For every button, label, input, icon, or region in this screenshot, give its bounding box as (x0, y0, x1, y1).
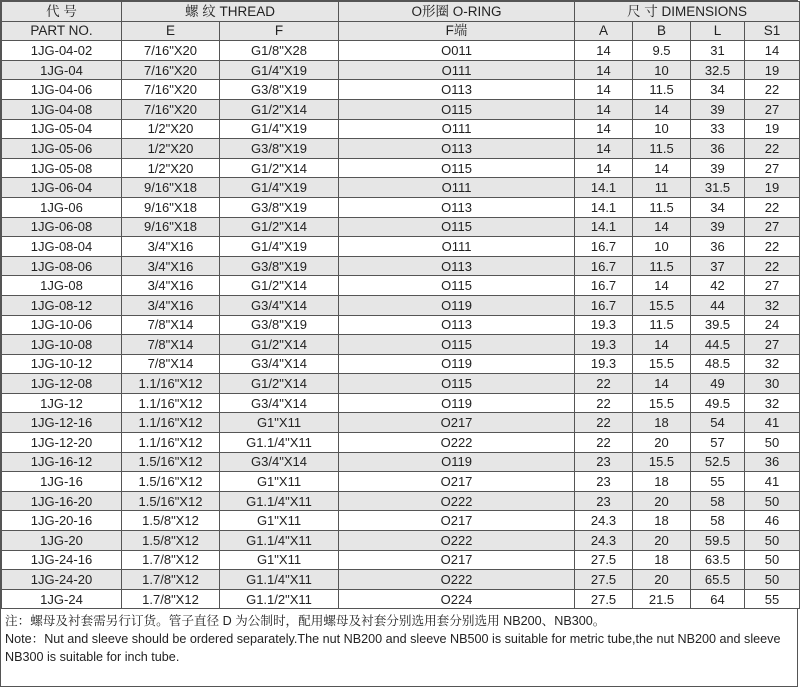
cell-part-no: 1JG-10-12 (2, 354, 122, 374)
cell-dim-s1: 32 (745, 295, 800, 315)
cell-dim-b: 15.5 (633, 295, 691, 315)
cell-thread-f: G3/4"X14 (220, 393, 339, 413)
cell-dim-a: 14 (575, 41, 633, 61)
cell-dim-l: 39 (691, 217, 745, 237)
table-row (2, 80, 800, 100)
header-f: F (220, 21, 339, 41)
cell-oring-f-end: O119 (339, 452, 575, 472)
cell-dim-s1: 50 (745, 531, 800, 551)
cell-thread-e: 1/2"X20 (122, 119, 220, 139)
cell-thread-f: G1/2"X14 (220, 276, 339, 296)
cell-dim-s1: 27 (745, 158, 800, 178)
cell-dim-b: 18 (633, 550, 691, 570)
cell-part-no: 1JG-06-04 (2, 178, 122, 198)
cell-thread-e: 1.1/16"X12 (122, 393, 220, 413)
cell-dim-a: 27.5 (575, 589, 633, 609)
cell-dim-b: 20 (633, 570, 691, 590)
table-row (2, 99, 800, 119)
cell-dim-a: 14 (575, 139, 633, 159)
cell-dim-l: 65.5 (691, 570, 745, 590)
table-row (2, 413, 800, 433)
cell-dim-s1: 41 (745, 413, 800, 433)
cell-oring-f-end: O115 (339, 374, 575, 394)
cell-dim-a: 14 (575, 80, 633, 100)
cell-thread-f: G1/2"X14 (220, 99, 339, 119)
cell-dim-b: 11.5 (633, 197, 691, 217)
cell-part-no: 1JG-12 (2, 393, 122, 413)
cell-dim-l: 49.5 (691, 393, 745, 413)
cell-oring-f-end: O113 (339, 256, 575, 276)
table-row (2, 197, 800, 217)
cell-part-no: 1JG-04-06 (2, 80, 122, 100)
cell-thread-e: 1.5/8"X12 (122, 511, 220, 531)
cell-dim-b: 9.5 (633, 41, 691, 61)
header-part-no: PART NO. (2, 21, 122, 41)
cell-dim-a: 16.7 (575, 276, 633, 296)
cell-oring-f-end: O113 (339, 197, 575, 217)
cell-thread-e: 7/8"X14 (122, 315, 220, 335)
cell-dim-a: 27.5 (575, 550, 633, 570)
cell-thread-f: G1/2"X14 (220, 217, 339, 237)
cell-oring-f-end: O111 (339, 119, 575, 139)
cell-thread-e: 1.7/8"X12 (122, 589, 220, 609)
cell-dim-l: 37 (691, 256, 745, 276)
cell-dim-s1: 22 (745, 237, 800, 257)
cell-dim-b: 15.5 (633, 452, 691, 472)
cell-part-no: 1JG-16-12 (2, 452, 122, 472)
cell-oring-f-end: O119 (339, 354, 575, 374)
cell-dim-a: 14.1 (575, 217, 633, 237)
cell-dim-s1: 55 (745, 589, 800, 609)
cell-dim-s1: 24 (745, 315, 800, 335)
cell-oring-f-end: O217 (339, 511, 575, 531)
cell-thread-f: G3/8"X19 (220, 315, 339, 335)
cell-thread-f: G1.1/4"X11 (220, 531, 339, 551)
cell-dim-s1: 19 (745, 119, 800, 139)
cell-thread-f: G1/4"X19 (220, 119, 339, 139)
cell-dim-b: 11.5 (633, 80, 691, 100)
cell-part-no: 1JG-08-12 (2, 295, 122, 315)
cell-dim-b: 15.5 (633, 393, 691, 413)
cell-dim-a: 19.3 (575, 335, 633, 355)
cell-part-no: 1JG-16 (2, 472, 122, 492)
header-s1: S1 (745, 21, 800, 41)
cell-thread-f: G1"X11 (220, 550, 339, 570)
table-row (2, 472, 800, 492)
cell-dim-b: 18 (633, 511, 691, 531)
cell-dim-a: 14.1 (575, 197, 633, 217)
cell-dim-b: 15.5 (633, 354, 691, 374)
cell-thread-e: 7/16"X20 (122, 99, 220, 119)
cell-dim-a: 14 (575, 158, 633, 178)
cell-dim-a: 22 (575, 393, 633, 413)
cell-part-no: 1JG-16-20 (2, 491, 122, 511)
cell-dim-l: 55 (691, 472, 745, 492)
cell-thread-f: G1.1/4"X11 (220, 491, 339, 511)
table-header (2, 2, 800, 41)
cell-thread-e: 3/4"X16 (122, 256, 220, 276)
cell-part-no: 1JG-08 (2, 276, 122, 296)
cell-dim-s1: 41 (745, 472, 800, 492)
cell-dim-s1: 22 (745, 80, 800, 100)
cell-part-no: 1JG-24 (2, 589, 122, 609)
cell-oring-f-end: O111 (339, 237, 575, 257)
header-l: L (691, 21, 745, 41)
cell-thread-f: G3/4"X14 (220, 354, 339, 374)
cell-dim-s1: 46 (745, 511, 800, 531)
cell-dim-l: 52.5 (691, 452, 745, 472)
header-code-cn: 代 号 (2, 2, 122, 22)
table-row (2, 178, 800, 198)
cell-thread-f: G1/2"X14 (220, 158, 339, 178)
cell-thread-e: 1.5/16"X12 (122, 472, 220, 492)
cell-dim-s1: 22 (745, 139, 800, 159)
cell-dim-l: 39 (691, 158, 745, 178)
cell-dim-s1: 22 (745, 256, 800, 276)
cell-dim-l: 34 (691, 197, 745, 217)
cell-thread-e: 3/4"X16 (122, 295, 220, 315)
cell-dim-b: 14 (633, 335, 691, 355)
header-a: A (575, 21, 633, 41)
header-f-end: F端 (339, 21, 575, 41)
cell-dim-a: 23 (575, 452, 633, 472)
cell-dim-s1: 19 (745, 178, 800, 198)
cell-part-no: 1JG-05-04 (2, 119, 122, 139)
cell-thread-e: 1.5/16"X12 (122, 491, 220, 511)
table-row (2, 550, 800, 570)
cell-oring-f-end: O222 (339, 531, 575, 551)
cell-thread-e: 7/8"X14 (122, 335, 220, 355)
cell-part-no: 1JG-12-08 (2, 374, 122, 394)
table-row (2, 491, 800, 511)
cell-dim-s1: 22 (745, 197, 800, 217)
cell-oring-f-end: O113 (339, 139, 575, 159)
cell-thread-e: 9/16"X18 (122, 178, 220, 198)
cell-thread-f: G3/4"X14 (220, 452, 339, 472)
cell-oring-f-end: O115 (339, 335, 575, 355)
cell-dim-b: 14 (633, 99, 691, 119)
cell-dim-l: 58 (691, 511, 745, 531)
cell-dim-b: 18 (633, 413, 691, 433)
cell-dim-s1: 27 (745, 99, 800, 119)
cell-dim-l: 39 (691, 99, 745, 119)
cell-dim-a: 24.3 (575, 531, 633, 551)
cell-thread-f: G1.1/4"X11 (220, 433, 339, 453)
table-row (2, 589, 800, 609)
cell-thread-e: 7/16"X20 (122, 80, 220, 100)
cell-dim-a: 19.3 (575, 354, 633, 374)
table-row (2, 570, 800, 590)
cell-dim-s1: 50 (745, 550, 800, 570)
cell-part-no: 1JG-04-08 (2, 99, 122, 119)
cell-dim-s1: 32 (745, 354, 800, 374)
cell-dim-s1: 27 (745, 335, 800, 355)
cell-dim-l: 39.5 (691, 315, 745, 335)
table-row (2, 511, 800, 531)
cell-dim-l: 34 (691, 80, 745, 100)
cell-dim-s1: 50 (745, 433, 800, 453)
cell-dim-l: 58 (691, 491, 745, 511)
table-row (2, 217, 800, 237)
dimensions-table (1, 1, 800, 609)
table-row (2, 452, 800, 472)
table-row (2, 119, 800, 139)
table-row (2, 41, 800, 61)
cell-part-no: 1JG-08-06 (2, 256, 122, 276)
cell-thread-e: 9/16"X18 (122, 217, 220, 237)
cell-thread-e: 1.5/8"X12 (122, 531, 220, 551)
cell-dim-l: 49 (691, 374, 745, 394)
cell-thread-f: G1"X11 (220, 413, 339, 433)
cell-part-no: 1JG-20-16 (2, 511, 122, 531)
header-thread: 螺 纹 THREAD (122, 2, 339, 22)
cell-dim-a: 14 (575, 99, 633, 119)
cell-dim-a: 23 (575, 472, 633, 492)
cell-thread-f: G3/8"X19 (220, 197, 339, 217)
cell-thread-f: G1/2"X14 (220, 335, 339, 355)
cell-dim-l: 63.5 (691, 550, 745, 570)
cell-dim-b: 10 (633, 237, 691, 257)
cell-dim-l: 36 (691, 237, 745, 257)
cell-part-no: 1JG-04-02 (2, 41, 122, 61)
cell-dim-l: 64 (691, 589, 745, 609)
cell-thread-f: G1"X11 (220, 511, 339, 531)
cell-part-no: 1JG-10-08 (2, 335, 122, 355)
cell-part-no: 1JG-24-20 (2, 570, 122, 590)
cell-dim-l: 31 (691, 41, 745, 61)
cell-oring-f-end: O119 (339, 393, 575, 413)
cell-part-no: 1JG-06 (2, 197, 122, 217)
header-dimensions: 尺 寸 DIMENSIONS (575, 2, 800, 22)
cell-oring-f-end: O115 (339, 276, 575, 296)
cell-part-no: 1JG-10-06 (2, 315, 122, 335)
cell-thread-e: 7/16"X20 (122, 60, 220, 80)
table-row (2, 354, 800, 374)
table-row (2, 158, 800, 178)
cell-dim-b: 18 (633, 472, 691, 492)
cell-thread-e: 1.1/16"X12 (122, 374, 220, 394)
cell-dim-b: 14 (633, 276, 691, 296)
cell-thread-f: G3/8"X19 (220, 256, 339, 276)
cell-oring-f-end: O011 (339, 41, 575, 61)
cell-thread-f: G1/2"X14 (220, 374, 339, 394)
cell-thread-e: 3/4"X16 (122, 237, 220, 257)
cell-dim-a: 19.3 (575, 315, 633, 335)
cell-dim-s1: 30 (745, 374, 800, 394)
table-row (2, 531, 800, 551)
cell-thread-e: 9/16"X18 (122, 197, 220, 217)
cell-dim-b: 14 (633, 374, 691, 394)
cell-thread-f: G1/4"X19 (220, 178, 339, 198)
cell-dim-b: 10 (633, 60, 691, 80)
table-row (2, 433, 800, 453)
cell-dim-b: 20 (633, 531, 691, 551)
cell-dim-b: 10 (633, 119, 691, 139)
cell-part-no: 1JG-24-16 (2, 550, 122, 570)
cell-oring-f-end: O222 (339, 491, 575, 511)
cell-dim-a: 23 (575, 491, 633, 511)
table-row (2, 139, 800, 159)
cell-dim-l: 33 (691, 119, 745, 139)
cell-dim-a: 14 (575, 60, 633, 80)
cell-thread-f: G1.1/4"X11 (220, 570, 339, 590)
cell-dim-b: 14 (633, 217, 691, 237)
cell-dim-s1: 50 (745, 491, 800, 511)
cell-thread-e: 1/2"X20 (122, 139, 220, 159)
cell-dim-b: 14 (633, 158, 691, 178)
cell-thread-e: 1.7/8"X12 (122, 570, 220, 590)
cell-thread-e: 1.1/16"X12 (122, 433, 220, 453)
cell-part-no: 1JG-12-20 (2, 433, 122, 453)
cell-part-no: 1JG-04 (2, 60, 122, 80)
cell-dim-a: 16.7 (575, 237, 633, 257)
notes (1, 609, 797, 666)
cell-thread-f: G1/8"X28 (220, 41, 339, 61)
cell-thread-f: G3/8"X19 (220, 80, 339, 100)
table-row (2, 315, 800, 335)
cell-dim-a: 22 (575, 374, 633, 394)
cell-thread-f: G1.1/2"X11 (220, 589, 339, 609)
cell-thread-f: G3/8"X19 (220, 139, 339, 159)
table-row (2, 335, 800, 355)
table-row (2, 393, 800, 413)
cell-oring-f-end: O111 (339, 60, 575, 80)
cell-dim-l: 36 (691, 139, 745, 159)
cell-dim-b: 21.5 (633, 589, 691, 609)
cell-oring-f-end: O217 (339, 550, 575, 570)
cell-thread-e: 1/2"X20 (122, 158, 220, 178)
cell-dim-l: 48.5 (691, 354, 745, 374)
cell-oring-f-end: O115 (339, 217, 575, 237)
cell-thread-e: 1.7/8"X12 (122, 550, 220, 570)
cell-dim-l: 54 (691, 413, 745, 433)
cell-dim-b: 20 (633, 491, 691, 511)
cell-part-no: 1JG-05-06 (2, 139, 122, 159)
cell-dim-s1: 14 (745, 41, 800, 61)
cell-dim-l: 59.5 (691, 531, 745, 551)
cell-dim-a: 16.7 (575, 256, 633, 276)
cell-dim-s1: 27 (745, 276, 800, 296)
cell-dim-b: 11.5 (633, 256, 691, 276)
cell-part-no: 1JG-12-16 (2, 413, 122, 433)
cell-thread-e: 1.5/16"X12 (122, 452, 220, 472)
cell-dim-s1: 50 (745, 570, 800, 590)
note-cn: 注：螺母及衬套需另行订货。管子直径 D 为公制时，配用螺母及衬套分别选用套分别选用 NB200、NB300。 (5, 614, 606, 629)
cell-oring-f-end: O113 (339, 80, 575, 100)
cell-part-no: 1JG-05-08 (2, 158, 122, 178)
cell-oring-f-end: O119 (339, 295, 575, 315)
header-oring: O形圈 O-RING (339, 2, 575, 22)
cell-dim-a: 22 (575, 433, 633, 453)
cell-dim-l: 44.5 (691, 335, 745, 355)
cell-thread-e: 3/4"X16 (122, 276, 220, 296)
cell-dim-l: 42 (691, 276, 745, 296)
cell-dim-s1: 36 (745, 452, 800, 472)
cell-dim-a: 16.7 (575, 295, 633, 315)
cell-thread-f: G1/4"X19 (220, 237, 339, 257)
header-e: E (122, 21, 220, 41)
cell-dim-l: 44 (691, 295, 745, 315)
cell-dim-s1: 27 (745, 217, 800, 237)
cell-dim-s1: 19 (745, 60, 800, 80)
cell-dim-b: 20 (633, 433, 691, 453)
cell-dim-s1: 32 (745, 393, 800, 413)
cell-oring-f-end: O115 (339, 158, 575, 178)
header-b: B (633, 21, 691, 41)
cell-oring-f-end: O224 (339, 589, 575, 609)
cell-thread-f: G1"X11 (220, 472, 339, 492)
table-row (2, 295, 800, 315)
table-row (2, 256, 800, 276)
cell-oring-f-end: O217 (339, 472, 575, 492)
cell-dim-b: 11 (633, 178, 691, 198)
table-row (2, 60, 800, 80)
cell-part-no: 1JG-08-04 (2, 237, 122, 257)
cell-part-no: 1JG-20 (2, 531, 122, 551)
cell-dim-l: 32.5 (691, 60, 745, 80)
cell-dim-a: 22 (575, 413, 633, 433)
cell-dim-b: 11.5 (633, 139, 691, 159)
cell-oring-f-end: O217 (339, 413, 575, 433)
cell-oring-f-end: O222 (339, 570, 575, 590)
table-body (2, 41, 800, 609)
cell-dim-a: 24.3 (575, 511, 633, 531)
note-en: Note：Nut and sleeve should be ordered separately.The nut NB200 and sleeve NB500 is suitable for metric tube,the nut NB200 and sleeve NB300 is suitable for inch tube. (5, 632, 781, 665)
table-row (2, 237, 800, 257)
table-row (2, 374, 800, 394)
cell-oring-f-end: O113 (339, 315, 575, 335)
cell-oring-f-end: O115 (339, 99, 575, 119)
cell-dim-l: 31.5 (691, 178, 745, 198)
cell-thread-f: G3/4"X14 (220, 295, 339, 315)
cell-dim-a: 14 (575, 119, 633, 139)
cell-oring-f-end: O222 (339, 433, 575, 453)
cell-thread-e: 7/8"X14 (122, 354, 220, 374)
cell-dim-a: 14.1 (575, 178, 633, 198)
cell-part-no: 1JG-06-08 (2, 217, 122, 237)
cell-oring-f-end: O111 (339, 178, 575, 198)
cell-dim-a: 27.5 (575, 570, 633, 590)
cell-thread-e: 7/16"X20 (122, 41, 220, 61)
cell-dim-b: 11.5 (633, 315, 691, 335)
cell-thread-f: G1/4"X19 (220, 60, 339, 80)
table-row (2, 276, 800, 296)
cell-thread-e: 1.1/16"X12 (122, 413, 220, 433)
cell-dim-l: 57 (691, 433, 745, 453)
